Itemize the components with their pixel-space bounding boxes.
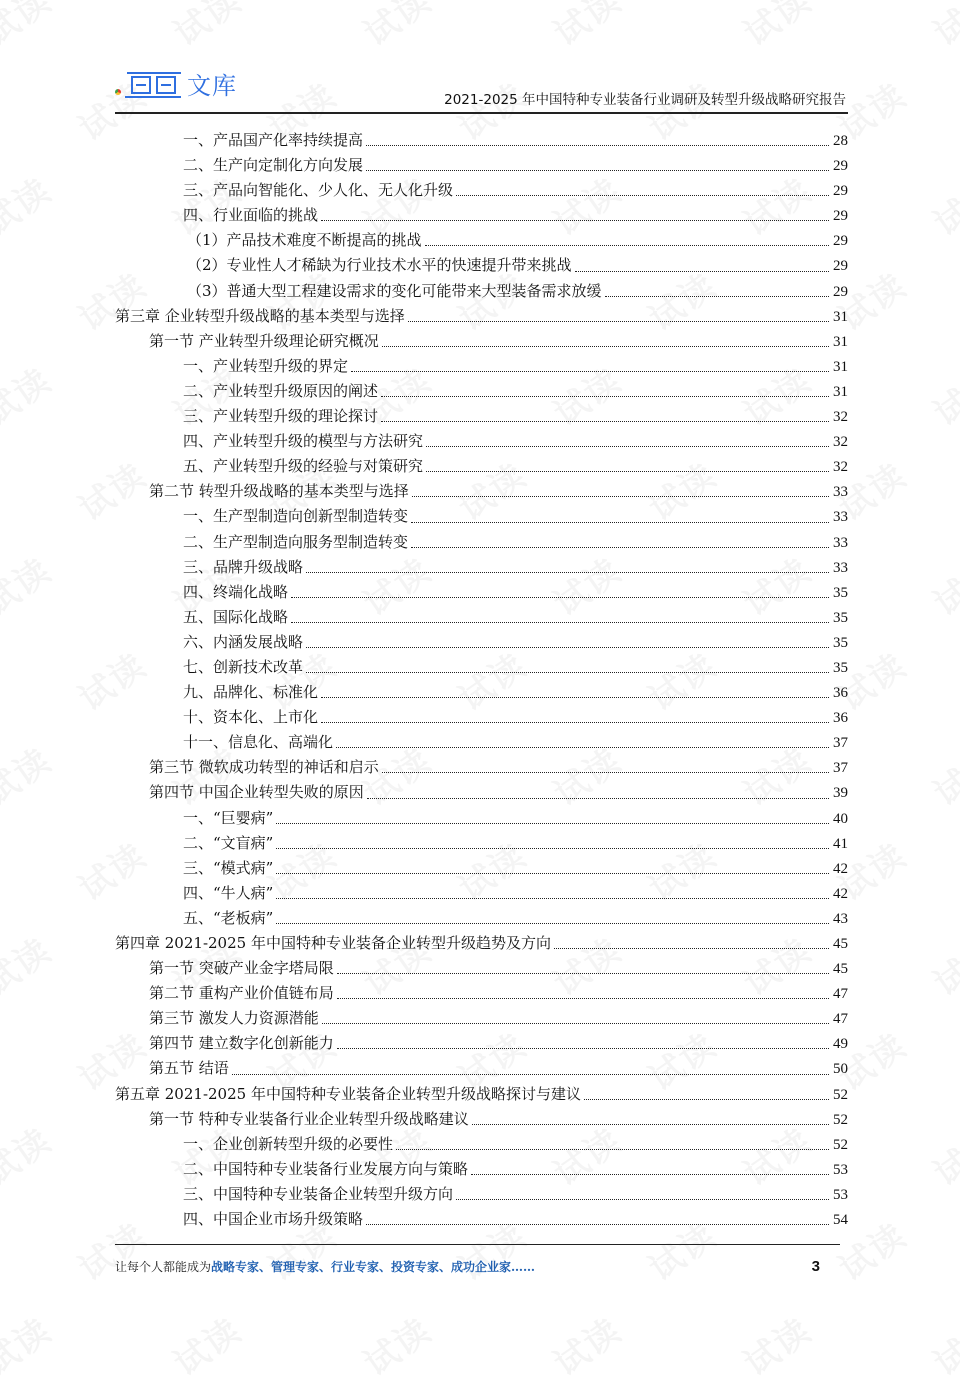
toc-entry[interactable] bbox=[115, 555, 848, 580]
toc-entry-page: 31 bbox=[833, 358, 848, 375]
toc-entry[interactable] bbox=[115, 530, 848, 555]
toc-dot-leader bbox=[276, 823, 829, 824]
toc-entry[interactable] bbox=[115, 755, 848, 780]
toc-dot-leader bbox=[337, 998, 829, 999]
toc-entry[interactable] bbox=[115, 253, 848, 278]
toc-dot-leader bbox=[605, 296, 829, 297]
toc-entry-page: 50 bbox=[833, 1061, 848, 1078]
toc-dot-leader bbox=[276, 873, 829, 874]
toc-entry-title: 第三节 激发人力资源潜能 bbox=[149, 1009, 319, 1028]
toc-entry-page: 42 bbox=[833, 860, 848, 877]
toc-entry[interactable] bbox=[115, 1182, 848, 1207]
watermark-text bbox=[0, 544, 60, 625]
watermark-text bbox=[0, 1114, 60, 1195]
watermark-text bbox=[922, 354, 960, 435]
watermark-text bbox=[922, 1304, 960, 1385]
toc-entry[interactable] bbox=[115, 178, 848, 203]
toc-entry-page: 37 bbox=[833, 735, 848, 752]
toc-entry-page: 31 bbox=[833, 383, 848, 400]
toc-entry-page: 41 bbox=[833, 835, 848, 852]
toc-entry[interactable] bbox=[115, 931, 848, 956]
watermark-text bbox=[922, 924, 960, 1005]
toc-entry[interactable] bbox=[115, 655, 848, 680]
watermark-text bbox=[922, 164, 960, 245]
toc-entry[interactable] bbox=[115, 981, 848, 1006]
toc-dot-leader bbox=[381, 396, 829, 397]
toc-entry-title: 二、中国特种专业装备行业发展方向与策略 bbox=[183, 1159, 469, 1178]
toc-entry-title: 一、产业转型升级的界定 bbox=[183, 356, 349, 375]
toc-entry-title: 第四章 2021-2025 年中国特种专业装备企业转型升级趋势及方向 bbox=[115, 934, 551, 952]
toc-entry-page: 29 bbox=[833, 183, 848, 200]
toc-entry-title: 第四节 中国企业转型失败的原因 bbox=[149, 783, 364, 802]
toc-dot-leader bbox=[337, 1048, 829, 1049]
toc-entry-title: 第一节 突破产业金字塔局限 bbox=[149, 959, 334, 978]
toc-entry[interactable] bbox=[115, 429, 848, 454]
toc-entry[interactable] bbox=[115, 730, 848, 755]
footer-slogan bbox=[115, 1258, 535, 1275]
toc-entry-title: 三、品牌升级战略 bbox=[183, 557, 304, 576]
toc-entry-title: 二、生产向定制化方向发展 bbox=[183, 156, 364, 175]
toc-entry-title: （1）产品技术难度不断提高的挑战 bbox=[187, 231, 422, 250]
toc-entry[interactable] bbox=[115, 128, 848, 153]
toc-entry[interactable] bbox=[115, 504, 848, 529]
toc-entry[interactable] bbox=[115, 1157, 848, 1182]
toc-dot-leader bbox=[232, 1074, 829, 1075]
toc-dot-leader bbox=[321, 697, 829, 698]
toc-entry-title: 四、行业面临的挑战 bbox=[183, 206, 319, 225]
toc-entry-title: 十、资本化、上市化 bbox=[183, 708, 319, 727]
toc-entry[interactable] bbox=[115, 279, 848, 304]
toc-entry-title: 五、国际化战略 bbox=[183, 607, 289, 626]
toc-dot-leader bbox=[382, 346, 829, 347]
toc-entry-page: 53 bbox=[833, 1161, 848, 1178]
toc-entry[interactable] bbox=[115, 630, 848, 655]
toc-dot-leader bbox=[382, 772, 829, 773]
report-title: 2021-2025 年中国特种专业装备行业调研及转型升级战略研究报告 bbox=[444, 92, 846, 108]
toc-dot-leader bbox=[276, 898, 829, 899]
toc-entry-page: 43 bbox=[833, 910, 848, 927]
toc-dot-leader bbox=[408, 321, 829, 322]
watermark-text bbox=[922, 544, 960, 625]
toc-entry[interactable] bbox=[115, 203, 848, 228]
toc-entry-title: 四、“牛人病” bbox=[183, 883, 274, 902]
toc-entry-page: 47 bbox=[833, 1011, 848, 1028]
toc-entry-title: 九、品牌化、标准化 bbox=[183, 683, 319, 702]
toc-entry-title: 第三节 微软成功转型的神话和启示 bbox=[149, 758, 379, 777]
logo-text: 文库 bbox=[187, 72, 237, 100]
toc-entry-page: 36 bbox=[833, 685, 848, 702]
toc-entry-title: 一、企业创新转型升级的必要性 bbox=[183, 1134, 394, 1153]
watermark-text bbox=[352, 0, 439, 55]
toc-entry-page: 52 bbox=[833, 1111, 848, 1128]
toc-entry[interactable] bbox=[115, 806, 848, 831]
toc-dot-leader bbox=[584, 1099, 829, 1100]
watermark-text bbox=[922, 0, 960, 55]
toc-entry-title: 一、生产型制造向创新型制造转变 bbox=[183, 507, 409, 526]
watermark-text bbox=[922, 1114, 960, 1195]
toc-entry-title: 一、“巨婴病” bbox=[183, 808, 274, 827]
toc-entry-title: 第一节 特种专业装备行业企业转型升级战略建议 bbox=[149, 1109, 469, 1128]
watermark-text bbox=[0, 1304, 60, 1385]
toc-entry-page: 37 bbox=[833, 760, 848, 777]
toc-entry[interactable] bbox=[115, 705, 848, 730]
toc-dot-leader bbox=[321, 722, 829, 723]
toc-entry[interactable] bbox=[115, 1107, 848, 1132]
toc-entry[interactable] bbox=[115, 856, 848, 881]
table-of-contents bbox=[115, 128, 848, 1232]
toc-entry-page: 54 bbox=[833, 1212, 848, 1229]
toc-dot-leader bbox=[366, 1224, 829, 1225]
toc-dot-leader bbox=[472, 1124, 829, 1125]
toc-entry[interactable] bbox=[115, 956, 848, 981]
toc-dot-leader bbox=[367, 798, 829, 799]
toc-entry-page: 32 bbox=[833, 409, 848, 426]
slogan-prefix: 让每个人都能成为 bbox=[115, 1260, 212, 1274]
toc-entry-page: 45 bbox=[833, 961, 848, 978]
toc-entry[interactable] bbox=[115, 454, 848, 479]
toc-entry-title: 十一、信息化、高端化 bbox=[183, 733, 334, 752]
toc-dot-leader bbox=[426, 446, 829, 447]
toc-entry[interactable] bbox=[115, 580, 848, 605]
watermark-text bbox=[0, 354, 60, 435]
toc-entry-title: （2）专业性人才稀缺为行业技术水平的快速提升带来挑战 bbox=[187, 256, 572, 275]
toc-entry-page: 28 bbox=[833, 133, 848, 149]
toc-entry[interactable] bbox=[115, 379, 848, 404]
toc-dot-leader bbox=[321, 220, 829, 221]
toc-entry-page: 33 bbox=[833, 509, 848, 526]
toc-entry[interactable] bbox=[115, 780, 848, 805]
toc-entry-page: 29 bbox=[833, 208, 848, 225]
slogan-highlight: 战略专家、管理专家、行业专家、投资专家、成功企业家…… bbox=[211, 1260, 536, 1274]
toc-dot-leader bbox=[456, 1199, 829, 1200]
toc-dot-leader bbox=[425, 245, 829, 246]
toc-entry[interactable] bbox=[115, 1006, 848, 1031]
watermark-text bbox=[732, 0, 819, 55]
toc-entry-page: 32 bbox=[833, 459, 848, 476]
toc-dot-leader bbox=[396, 1149, 829, 1150]
toc-entry[interactable] bbox=[115, 304, 848, 329]
toc-entry-title: 四、终端化战略 bbox=[183, 582, 289, 601]
toc-entry-page: 35 bbox=[833, 659, 848, 676]
watermark-text bbox=[162, 1304, 249, 1385]
logo-color-dot-icon bbox=[115, 89, 121, 95]
toc-entry[interactable] bbox=[115, 831, 848, 856]
toc-dot-leader bbox=[336, 747, 829, 748]
toc-entry[interactable] bbox=[115, 404, 848, 429]
toc-entry-title: 五、产业转型升级的经验与对策研究 bbox=[183, 457, 424, 476]
toc-dot-leader bbox=[426, 471, 829, 472]
watermark-text bbox=[0, 164, 60, 245]
toc-entry-page: 42 bbox=[833, 885, 848, 902]
toc-entry[interactable] bbox=[115, 605, 848, 630]
toc-entry-page: 53 bbox=[833, 1186, 848, 1203]
toc-dot-leader bbox=[337, 973, 829, 974]
toc-entry-title: 三、产业转型升级的理论探讨 bbox=[183, 407, 379, 426]
toc-entry-page: 29 bbox=[833, 158, 848, 175]
watermark-text bbox=[732, 1304, 819, 1385]
watermark-text bbox=[0, 0, 60, 55]
toc-entry-page: 33 bbox=[833, 484, 848, 501]
toc-entry-page: 32 bbox=[833, 434, 848, 451]
toc-dot-leader bbox=[456, 195, 829, 196]
toc-entry[interactable] bbox=[115, 1132, 848, 1157]
toc-dot-leader bbox=[471, 1174, 829, 1175]
toc-dot-leader bbox=[575, 271, 829, 272]
toc-entry-page: 40 bbox=[833, 810, 848, 827]
toc-entry-page: 52 bbox=[833, 1136, 848, 1153]
toc-entry-page: 45 bbox=[833, 936, 848, 952]
toc-entry-page: 33 bbox=[833, 534, 848, 551]
toc-dot-leader bbox=[366, 170, 829, 171]
toc-entry[interactable] bbox=[115, 1056, 848, 1081]
watermark-text bbox=[162, 0, 249, 55]
toc-entry[interactable] bbox=[115, 1082, 848, 1107]
toc-dot-leader bbox=[306, 647, 829, 648]
toc-dot-leader bbox=[276, 923, 829, 924]
toc-entry-title: 第二节 重构产业价值链布局 bbox=[149, 984, 334, 1003]
toc-dot-leader bbox=[276, 848, 829, 849]
toc-entry[interactable] bbox=[115, 1031, 848, 1056]
footer-divider bbox=[115, 1244, 840, 1245]
toc-entry-title: 三、产品向智能化、少人化、无人化升级 bbox=[183, 181, 454, 200]
toc-entry-page: 33 bbox=[833, 559, 848, 576]
toc-entry[interactable] bbox=[115, 881, 848, 906]
toc-entry-title: 二、生产型制造向服务型制造转变 bbox=[183, 532, 409, 551]
toc-entry[interactable] bbox=[115, 153, 848, 178]
watermark-text bbox=[542, 1304, 629, 1385]
toc-entry-title: 第三章 企业转型升级战略的基本类型与选择 bbox=[115, 306, 405, 325]
toc-entry[interactable] bbox=[115, 906, 848, 931]
toc-dot-leader bbox=[351, 371, 829, 372]
toc-dot-leader bbox=[291, 622, 829, 623]
toc-dot-leader bbox=[554, 948, 829, 949]
watermark-text bbox=[0, 924, 60, 1005]
watermark-text bbox=[542, 0, 629, 55]
page-number: 3 bbox=[811, 1258, 820, 1275]
watermark-text bbox=[352, 1304, 439, 1385]
document-library-logo-icon bbox=[125, 72, 181, 98]
toc-entry-page: 29 bbox=[833, 258, 848, 275]
watermark-text bbox=[0, 734, 60, 815]
toc-entry[interactable] bbox=[115, 680, 848, 705]
toc-entry-title: 一、产品国产化率持续提高 bbox=[183, 131, 364, 149]
toc-entry-title: 三、“模式病” bbox=[183, 858, 274, 877]
toc-entry[interactable] bbox=[115, 228, 848, 253]
toc-entry-title: 二、产业转型升级原因的阐述 bbox=[183, 381, 379, 400]
toc-dot-leader bbox=[291, 597, 829, 598]
toc-entry-title: 五、“老板病” bbox=[183, 908, 274, 927]
toc-entry-page: 31 bbox=[833, 333, 848, 350]
toc-entry-title: 三、中国特种专业装备企业转型升级方向 bbox=[183, 1184, 454, 1203]
toc-entry[interactable] bbox=[115, 1207, 848, 1232]
toc-entry-page: 52 bbox=[833, 1086, 848, 1103]
toc-dot-leader bbox=[412, 496, 829, 497]
toc-entry-title: 四、产业转型升级的模型与方法研究 bbox=[183, 432, 424, 451]
toc-entry-page: 39 bbox=[833, 785, 848, 802]
toc-entry-title: 第四节 建立数字化创新能力 bbox=[149, 1034, 334, 1053]
toc-dot-leader bbox=[366, 145, 829, 146]
toc-entry-page: 36 bbox=[833, 710, 848, 727]
toc-entry-page: 35 bbox=[833, 634, 848, 651]
toc-entry-title: 二、“文盲病” bbox=[183, 833, 274, 852]
watermark-text bbox=[922, 734, 960, 815]
toc-dot-leader bbox=[306, 572, 829, 573]
toc-dot-leader bbox=[411, 547, 829, 548]
toc-entry-page: 29 bbox=[833, 233, 848, 250]
toc-entry-title: 第二节 转型升级战略的基本类型与选择 bbox=[149, 482, 409, 501]
toc-entry-title: 四、中国企业市场升级策略 bbox=[183, 1210, 364, 1229]
page-header bbox=[115, 60, 848, 114]
page-footer bbox=[115, 1258, 820, 1275]
toc-entry-title: 第五章 2021-2025 年中国特种专业装备企业转型升级战略探讨与建议 bbox=[115, 1084, 581, 1103]
toc-dot-leader bbox=[381, 421, 829, 422]
toc-dot-leader bbox=[306, 672, 829, 673]
toc-dot-leader bbox=[322, 1023, 829, 1024]
toc-entry-page: 47 bbox=[833, 986, 848, 1003]
toc-entry-title: （3）普通大型工程建设需求的变化可能带来大型装备需求放缓 bbox=[187, 281, 602, 300]
toc-entry[interactable] bbox=[115, 329, 848, 354]
toc-entry-title: 七、创新技术改革 bbox=[183, 657, 304, 676]
toc-entry-title: 第五节 结语 bbox=[149, 1059, 229, 1078]
toc-entry-page: 29 bbox=[833, 283, 848, 300]
toc-entry-page: 31 bbox=[833, 308, 848, 325]
toc-entry-page: 49 bbox=[833, 1036, 848, 1053]
toc-entry-title: 六、内涵发展战略 bbox=[183, 632, 304, 651]
toc-entry-page: 35 bbox=[833, 609, 848, 626]
brand-logo bbox=[115, 68, 237, 101]
toc-entry[interactable] bbox=[115, 354, 848, 379]
toc-entry-title: 第一节 产业转型升级理论研究概况 bbox=[149, 331, 379, 350]
toc-dot-leader bbox=[411, 522, 829, 523]
toc-entry[interactable] bbox=[115, 479, 848, 504]
toc-entry-page: 35 bbox=[833, 584, 848, 601]
